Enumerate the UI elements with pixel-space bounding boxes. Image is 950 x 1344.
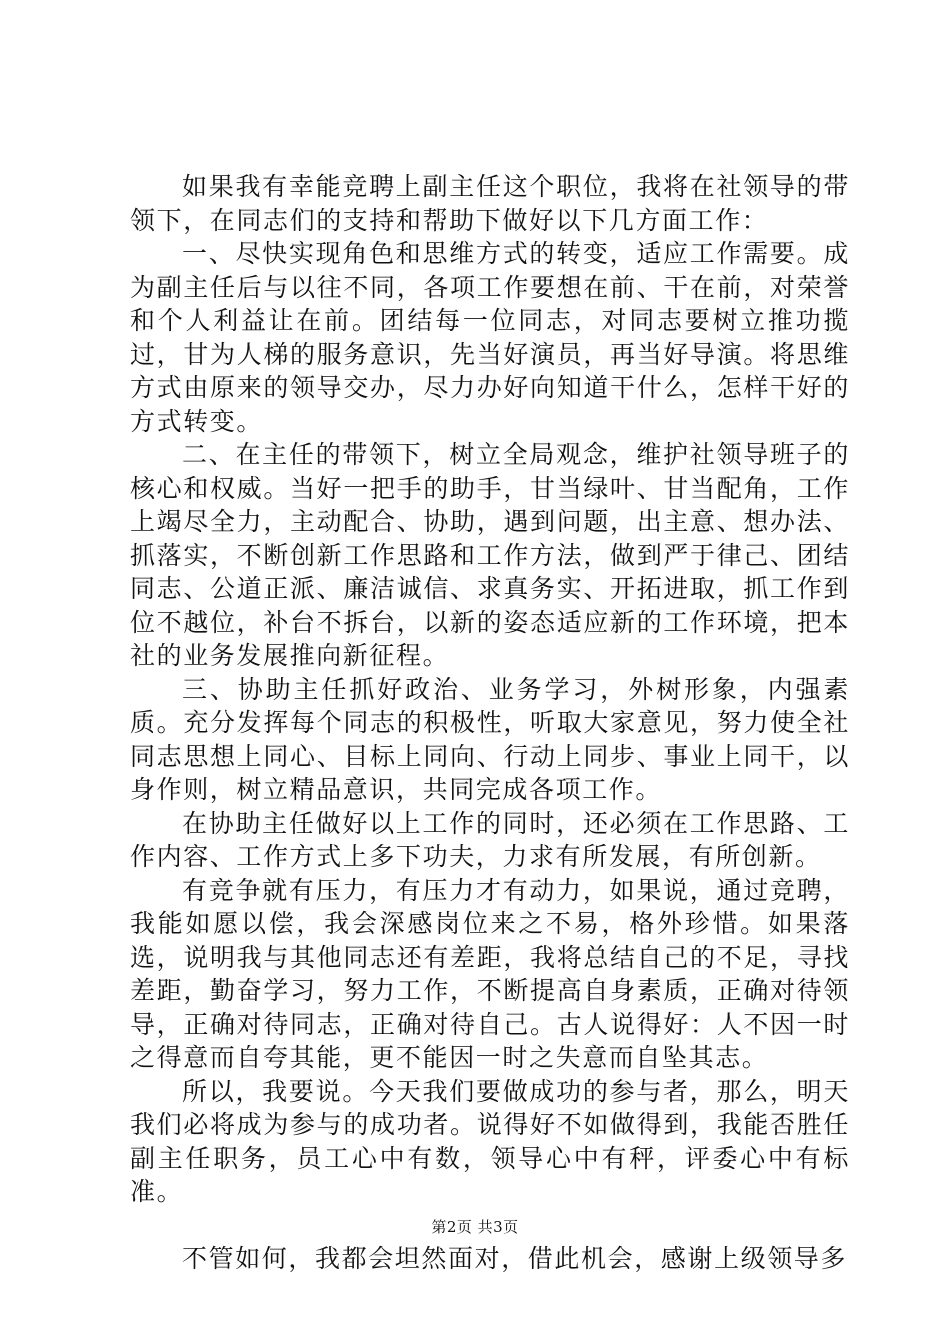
paragraph-innovation: 在协助主任做好以上工作的同时，还必须在工作思路、工作内容、工作方式上多下功夫，力求有所发展，有所创新。 — [130, 808, 850, 871]
paragraph-point-two: 二、在主任的带领下，树立全局观念，维护社领导班子的核心和权威。当好一把手的助手，甘当绿叶、甘当配角，工作上竭尽全力，主动配合、协助，遇到问题，出主意、想办法、抓落实，不断创新工作思路和工作方法，做到严于律己、团结同志、公道正派、廉洁诚信、求真务实、开拓进取，抓工作到位不越位，补台不拆台，以新的姿态适应新的工作环境，把本社的业务发展推向新征程。 — [130, 440, 850, 670]
page-number-footer: 第2页 共3页 — [431, 1218, 519, 1236]
paragraph-point-one: 一、尽快实现角色和思维方式的转变，适应工作需要。成为副主任后与以往不同，各项工作要想在前、干在前，对荣誉和个人利益让在前。团结每一位同志，对同志要树立推功揽过，甘为人梯的服务意识，先当好演员，再当好导演。将思维方式由原来的领导交办，尽力办好向知道干什么，怎样干好的方式转变。 — [130, 239, 850, 436]
paragraph-competition: 有竞争就有压力，有压力才有动力，如果说，通过竞聘，我能如愿以偿，我会深感岗位来之不易，格外珍惜。如果落选，说明我与其他同志还有差距，我将总结自己的不足，寻找差距，勤奋学习，努力工作，不断提高自身素质，正确对待领导，正确对待同志，正确对待自己。古人说得好：人不因一时之得意而自夸其能，更不能因一时之失意而自坠其志。 — [130, 875, 850, 1072]
paragraph-intro: 如果我有幸能竞聘上副主任这个职位，我将在社领导的带领下，在同志们的支持和帮助下做好以下几方面工作： — [130, 172, 850, 235]
paragraph-conclusion: 所以，我要说。今天我们要做成功的参与者，那么，明天我们必将成为参与的成功者。说得好不如做得到，我能否胜任副主任职务，员工心中有数，领导心中有秤，评委心中有标准。 — [130, 1076, 850, 1206]
paragraph-closing: 不管如何，我都会坦然面对，借此机会，感谢上级领导多 — [182, 1243, 848, 1273]
paragraph-point-three: 三、协助主任抓好政治、业务学习，外树形象，内强素质。充分发挥每个同志的积极性，听取大家意见，努力使全社同志思想上同心、目标上同向、行动上同步、事业上同干，以身作则，树立精品意识，共同完成各项工作。 — [130, 674, 850, 804]
document-body — [130, 170, 850, 1275]
